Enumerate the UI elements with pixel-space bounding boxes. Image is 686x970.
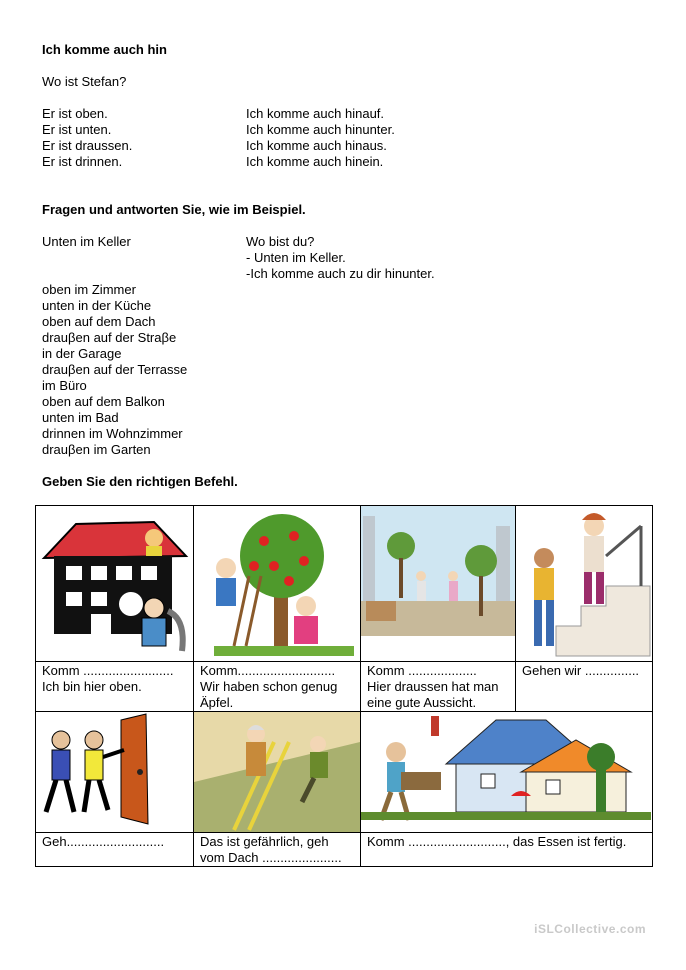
caption-line: Wir haben schon genug: [200, 679, 338, 694]
house-window-illustration: [36, 506, 193, 661]
place-item: in der Garage: [42, 346, 122, 361]
exercise-grid: [35, 505, 653, 867]
caption-line: Komm ...................: [367, 663, 477, 678]
rooftop-terrace-illustration: [361, 506, 515, 661]
picture-cell: [36, 712, 194, 833]
picture-cell: [361, 506, 516, 662]
s1-right-line: Ich komme auch hinauf.: [246, 106, 385, 121]
caption-line: Komm ..........................., das Essen ist fertig.: [367, 834, 627, 849]
door-illustration: [36, 712, 193, 832]
stairs-illustration: [516, 506, 652, 661]
house-garden-illustration: [361, 712, 651, 832]
example-right-line: Wo bist du?: [246, 234, 315, 249]
picture-cell: [361, 712, 653, 833]
caption-cell: [194, 833, 361, 867]
section1-question: Wo ist Stefan?: [42, 74, 127, 89]
caption-line: Äpfel.: [200, 695, 234, 710]
place-item: oben auf dem Balkon: [42, 394, 165, 409]
example-right-line: - Unten im Keller.: [246, 250, 346, 265]
example-right-line: -Ich komme auch zu dir hinunter.: [246, 266, 435, 281]
place-item: drauβen auf der Straβe: [42, 330, 177, 345]
place-item: drauβen auf der Terrasse: [42, 362, 188, 377]
s1-left-line: Er ist draussen.: [42, 138, 133, 153]
caption-line: eine gute Aussicht.: [367, 695, 477, 710]
caption-cell: [361, 833, 653, 867]
caption-cell: [194, 662, 361, 712]
s1-right-line: Ich komme auch hinunter.: [246, 122, 395, 137]
place-item: drauβen im Garten: [42, 442, 151, 457]
caption-cell: [36, 833, 194, 867]
caption-line: Ich bin hier oben.: [42, 679, 142, 694]
place-item: unten in der Küche: [42, 298, 152, 313]
caption-line: Hier draussen hat man: [367, 679, 499, 694]
s1-right-line: Ich komme auch hinaus.: [246, 138, 387, 153]
place-item: im Büro: [42, 378, 87, 393]
place-item: unten im Bad: [42, 410, 119, 425]
caption-line: Geh...........................: [42, 834, 165, 849]
section3-title: Geben Sie den richtigen Befehl.: [42, 474, 238, 489]
caption-line: Das ist gefährlich, geh: [200, 834, 329, 849]
picture-cell: [194, 506, 361, 662]
caption-line: Komm .........................: [42, 663, 174, 678]
place-item: drinnen im Wohnzimmer: [42, 426, 183, 441]
example-left: Unten im Keller: [42, 234, 131, 249]
caption-cell: [516, 662, 653, 712]
s1-left-line: Er ist drinnen.: [42, 154, 123, 169]
apple-tree-illustration: [194, 506, 360, 661]
s1-left-line: Er ist unten.: [42, 122, 112, 137]
section1-title: Ich komme auch hin: [42, 42, 167, 57]
place-item: oben im Zimmer: [42, 282, 136, 297]
caption-line: Komm...........................: [200, 663, 336, 678]
s1-right-line: Ich komme auch hinein.: [246, 154, 384, 169]
caption-line: Gehen wir ...............: [522, 663, 640, 678]
roof-ladder-illustration: [194, 712, 360, 832]
watermark: iSLCollective.com: [534, 922, 646, 936]
s1-left-line: Er ist oben.: [42, 106, 108, 121]
picture-cell: [36, 506, 194, 662]
caption-cell: [361, 662, 516, 712]
picture-cell: [516, 506, 653, 662]
picture-cell: [194, 712, 361, 833]
section2-title: Fragen und antworten Sie, wie im Beispiel.: [42, 202, 306, 217]
caption-line: vom Dach ......................: [200, 850, 342, 865]
caption-cell: [36, 662, 194, 712]
place-item: oben auf dem Dach: [42, 314, 156, 329]
